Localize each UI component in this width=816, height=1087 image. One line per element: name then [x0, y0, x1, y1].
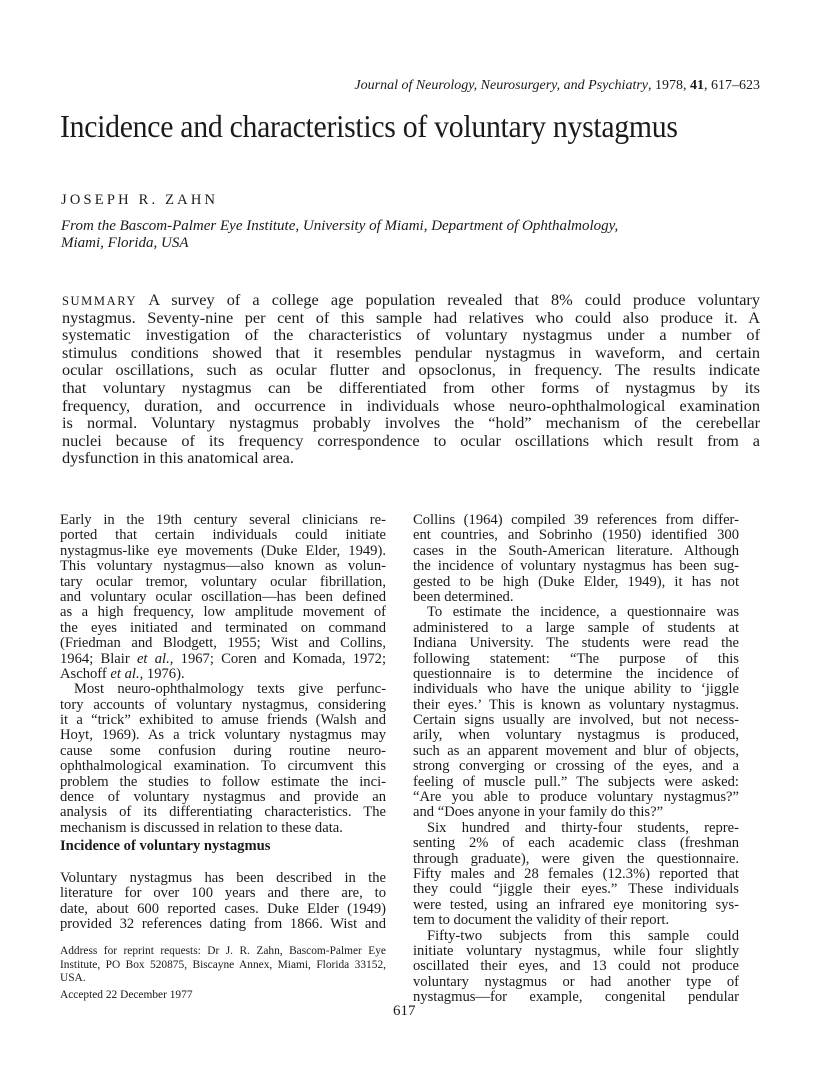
text-line: is normal. Voluntary nystagmus probably involves the “hold” mechanism of the cerebellar	[62, 413, 760, 433]
section-heading: Incidence of voluntary nystagmus	[60, 838, 271, 854]
text-line: through graduate), were given the questionnaire.	[413, 850, 739, 867]
text-line: oscillated their eyes, and 13 could not produce	[413, 958, 739, 975]
journal-citation	[354, 78, 760, 94]
text-line: their eyes.’ This is known as voluntary nystagmus.	[413, 696, 739, 713]
text-line: mechanism is discussed in relation to these data.	[60, 819, 343, 836]
page-number: 617	[393, 1003, 416, 1019]
text-line: Aschoff et al., 1976).	[60, 665, 185, 682]
text-line: and “Does anyone in your family do this?”	[413, 804, 664, 821]
text-line: were tested, using an infrared eye monitoring sys-	[413, 896, 739, 913]
text-line: Hoyt, 1969). As a trick voluntary nystagmus may	[60, 727, 386, 744]
text-line: ported that certain individuals could initiate	[60, 527, 386, 544]
text-line: tem to document the validity of their report.	[413, 912, 670, 929]
text-line: the incidence of voluntary nystagmus has been sug-	[413, 558, 739, 575]
text-line: nystagmus. Seventy-nine per cent of this sample had relatives who could also produce it. A	[62, 307, 760, 327]
right-column	[413, 513, 739, 1006]
text-line: Early in the 19th century several clinicians re-	[60, 512, 386, 528]
text-line: initiate voluntary nystagmus, while four slightly	[413, 942, 739, 959]
text-line: that voluntary nystagmus can be differentiated from other forms of nystagmus by its	[62, 377, 760, 397]
text-line: Certain signs usually are involved, but not necess-	[413, 712, 739, 729]
text-line: Collins (1964) compiled 39 references from differ-	[413, 512, 739, 528]
text-line: gested to be high (Duke Elder, 1949), it has not	[413, 573, 739, 590]
text-line: nystagmus-like eye movements (Duke Elder, 1949).	[60, 542, 386, 559]
text-line: and voluntary ocular oscillation—has been defined	[60, 588, 386, 605]
text-line: (Friedman and Blodgett, 1955; Wist and Collins,	[60, 635, 386, 652]
text-line: following statement: “The purpose of this	[413, 650, 739, 667]
text-line: tary ocular tremor, voluntary ocular fibrillation,	[60, 573, 386, 590]
text-line: strong converging or crossing of the eyes, and a	[413, 758, 739, 775]
text-line: been determined.	[413, 588, 514, 605]
text-line: voluntary nystagmus or had another type of	[413, 973, 739, 990]
accepted-date: Accepted 22 December 1977	[60, 989, 193, 1001]
affiliation	[61, 218, 618, 252]
text-line: 1964; Blair et al., 1967; Coren and Komada, 1972;	[60, 650, 386, 667]
text-line: questionnaire is to determine the incidence of	[413, 665, 739, 682]
text-line: feeling of muscle pull.” The subjects were asked:	[413, 773, 739, 790]
text-line: cause some confusion during routine neuro-	[60, 742, 386, 759]
text-line: USA.	[60, 972, 86, 985]
text-line: the eyes initiated and terminated on command	[60, 619, 386, 636]
text-line: individuals who have the unique ability to ‘jiggle	[413, 681, 739, 698]
text-line: dysfunction in this anatomical area.	[62, 448, 294, 468]
summary	[62, 291, 760, 467]
text-line: ocular oscillations, such as ocular flutter and opsoclonus, in frequency. The results indicate	[62, 360, 760, 380]
text-line: Six hundred and thirty-four students, repre-	[427, 819, 739, 836]
summary-label: SUMMARY	[62, 294, 138, 308]
text-line: “Are you able to produce voluntary nystagmus?”	[413, 789, 739, 806]
journal-pages: , 617–623	[704, 78, 760, 93]
text-line: it a “trick” exhibited to amuse friends (Walsh and	[60, 712, 386, 729]
journal-name: Journal of Neurology, Neurosurgery, and Psychiatry	[354, 78, 648, 93]
text-line: they could “jiggle their eyes.” These individuals	[413, 881, 739, 898]
text-line: This voluntary nystagmus—also known as volun-	[60, 558, 386, 575]
text-line: ent countries, and Sobrinho (1950) identified 300	[413, 527, 739, 544]
affiliation-line: From the Bascom-Palmer Eye Institute, University of Miami, Department of Ophthalmology,	[61, 218, 619, 234]
text-line: tory accounts of voluntary nystagmus, considering	[60, 696, 386, 713]
text-line: Fifty males and 28 females (12.3%) reported that	[413, 865, 739, 882]
text-line: such as an apparent movement and blur of objects,	[413, 742, 739, 759]
text-line: Fifty-two subjects from this sample could	[427, 927, 739, 944]
text-line: as a high frequency, low amplitude movement of	[60, 604, 386, 621]
author: JOSEPH R. ZAHN	[61, 192, 219, 208]
text-line: problem the studies to follow estimate the inci-	[60, 773, 386, 790]
footnote-address	[60, 945, 386, 986]
paper-title: Incidence and characteristics of voluntary nystagmus	[60, 108, 678, 144]
text-line: frequency, duration, and occurrence in individuals whose neuro-ophthalmological examination	[62, 395, 760, 415]
text-line: nystagmus—for example, congenital pendular	[413, 989, 739, 1006]
text-line: nuclei because of its frequency correspondence to ocular oscillations which result from a	[62, 430, 760, 450]
text-line: Institute, PO Box 520875, Biscayne Annex, Miami, Florida 33152,	[60, 958, 386, 971]
journal-volume: 41	[690, 78, 704, 93]
text-line: arily, when voluntary nystagmus is produced,	[413, 727, 739, 744]
text-line: To estimate the incidence, a questionnaire was	[427, 604, 739, 621]
text-line: cases in the South-American literature. Although	[413, 542, 739, 559]
text-line	[62, 291, 760, 309]
text-line: Most neuro-ophthalmology texts give perfunc-	[74, 681, 386, 698]
left-column-intro	[60, 513, 386, 836]
affiliation-line: Miami, Florida, USA	[61, 235, 189, 251]
text-line: ophthalmological examination. To circumvent this	[60, 758, 386, 775]
text-line: Address for reprint requests: Dr J. R. Zahn, Bascom-Palmer Eye	[60, 945, 386, 957]
text-line: analysis of its differentiating characteristics. The	[60, 804, 386, 821]
text-line: senting 2% of each academic class (freshman	[413, 835, 739, 852]
summary-text: A survey of a college age population revealed that 8% could produce voluntary	[137, 290, 760, 309]
journal-year: , 1978,	[648, 78, 690, 93]
text-line: Voluntary nystagmus has been described in the	[60, 870, 386, 886]
text-line: dence of voluntary nystagmus and provide an	[60, 789, 386, 806]
text-line: stimulus conditions showed that it resembles pendular nystagmus in waveform, and certain	[62, 342, 760, 362]
text-line: date, about 600 reported cases. Duke Elder (1949)	[60, 900, 386, 917]
text-line: provided 32 references dating from 1866. Wist and	[60, 916, 386, 933]
left-column-section	[60, 871, 386, 933]
text-line: literature for over 100 years and there are, to	[60, 885, 386, 902]
text-line: administered to a large sample of students at	[413, 619, 739, 636]
text-line: systematic investigation of the characteristics of voluntary nystagmus under a number of	[62, 325, 760, 345]
text-line: Indiana University. The students were read the	[413, 635, 739, 652]
